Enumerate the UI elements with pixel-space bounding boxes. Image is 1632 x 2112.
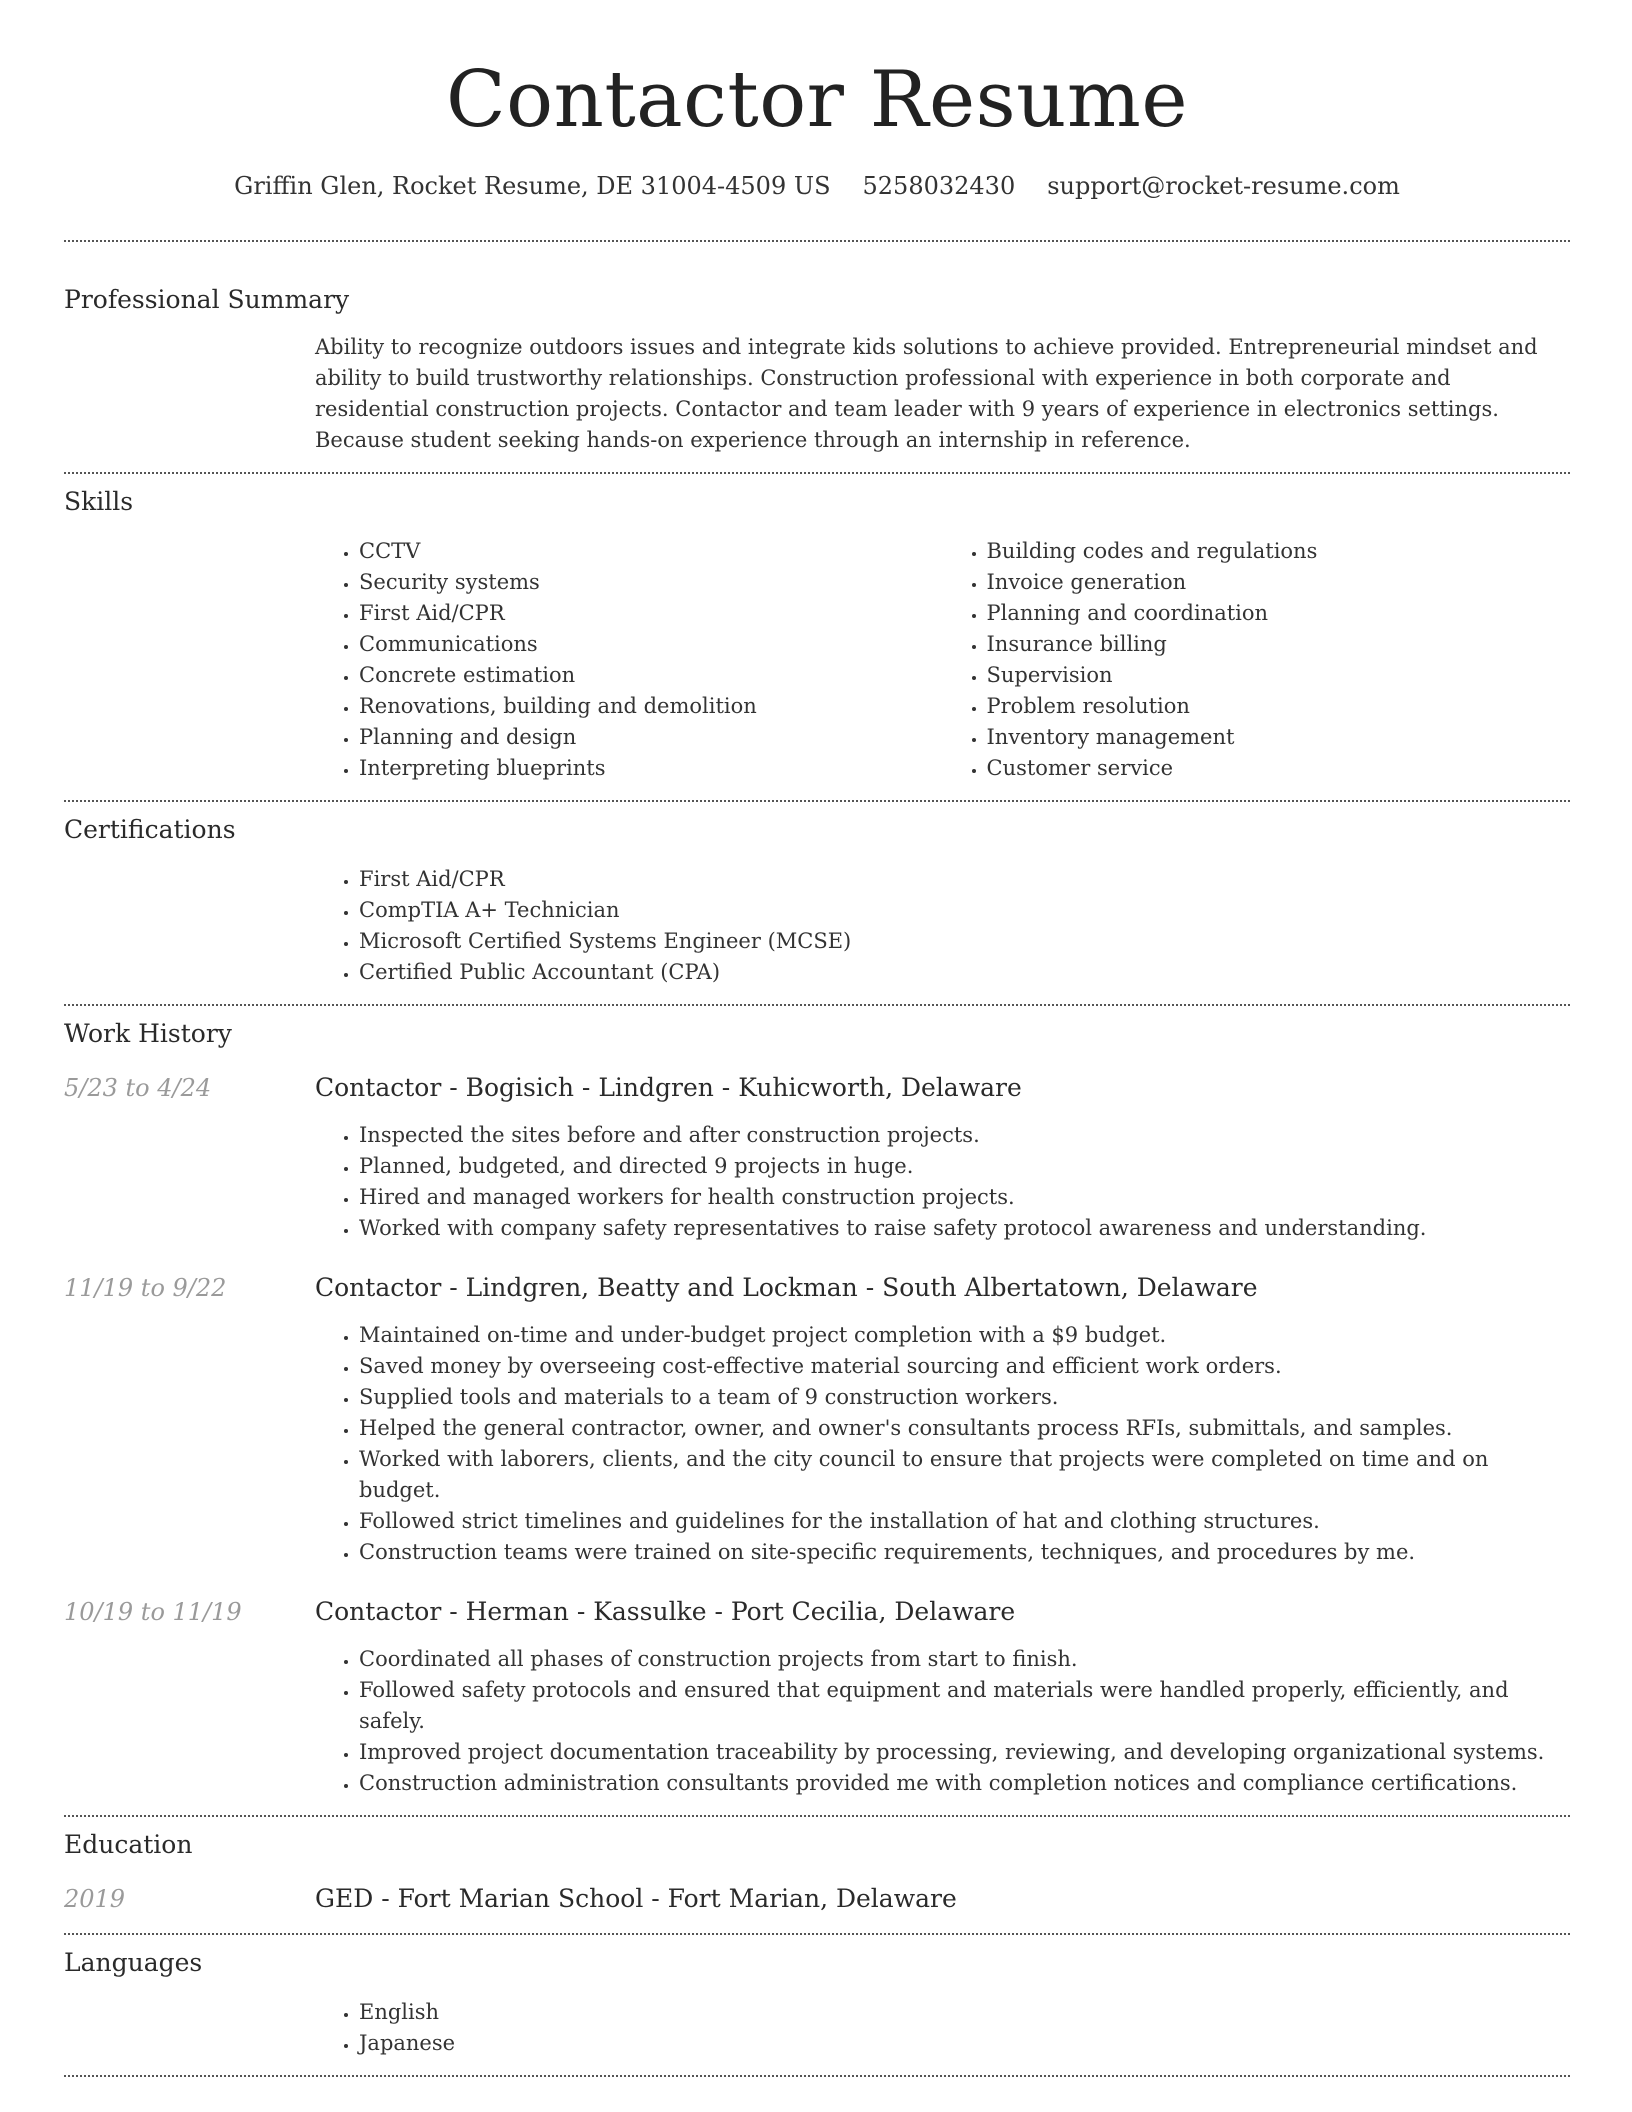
- certification-item: • First Aid/CPR: [359, 864, 1570, 895]
- summary-text: Ability to recognize outdoors issues and integrate kids solutions to achieve provided. Entrepreneurial mindset and ability to build trustworthy relationships. Construction professional with experience in both corporate and residential construction projects. Contactor and team leader with 9 years of experience in electronics settings. Because student seeking hands-on experience through an internship in reference.: [315, 335, 1538, 452]
- skill-item: • Renovations, building and demolition: [359, 691, 943, 722]
- skills-section: [64, 474, 1570, 800]
- skill-item: • CCTV: [359, 536, 943, 567]
- certifications-section: [64, 802, 1570, 1004]
- education-heading: Education: [64, 1830, 193, 1859]
- contact-line: [64, 170, 1570, 202]
- skill-item: • Insurance billing: [987, 629, 1571, 660]
- job-bullet: • Supplied tools and materials to a team of 9 construction workers.: [359, 1382, 1570, 1413]
- job-entry: [64, 1072, 1570, 1244]
- skill-item: • Communications: [359, 629, 943, 660]
- job-bullet: • Saved money by overseeing cost-effective material sourcing and efficient work orders.: [359, 1351, 1570, 1382]
- job-bullet: • Improved project documentation traceability by processing, reviewing, and developing organizational systems.: [359, 1737, 1570, 1768]
- contact-phone: 5258032430: [862, 172, 1016, 200]
- resume-title: Contactor Resume: [445, 55, 1189, 145]
- job-entry: [64, 1596, 1570, 1799]
- job-bullet: • Coordinated all phases of construction projects from start to finish.: [359, 1644, 1570, 1675]
- summary-heading: Professional Summary: [64, 285, 350, 314]
- job-bullet: • Worked with company safety representatives to raise safety protocol awareness and understanding.: [359, 1213, 1570, 1244]
- job-bullet: • Maintained on-time and under-budget project completion with a $9 budget.: [359, 1320, 1570, 1351]
- job-title: Contactor - Bogisich - Lindgren - Kuhicworth, Delaware: [315, 1073, 1022, 1102]
- skill-item: • Customer service: [987, 753, 1571, 784]
- resume-page: [64, 0, 1570, 2077]
- certification-item: • CompTIA A+ Technician: [359, 895, 1570, 926]
- languages-section: [64, 1935, 1570, 2075]
- work-section: [64, 1006, 1570, 1815]
- work-heading: Work History: [64, 1019, 232, 1048]
- skill-item: • Planning and design: [359, 722, 943, 753]
- skill-item: • Inventory management: [987, 722, 1571, 753]
- job-bullet: • Construction teams were trained on site-specific requirements, techniques, and procedures by me.: [359, 1537, 1570, 1568]
- contact-email: support@rocket-resume.com: [1047, 172, 1400, 200]
- skill-item: • Interpreting blueprints: [359, 753, 943, 784]
- job-bullet: • Construction administration consultants provided me with completion notices and compliance certifications.: [359, 1768, 1570, 1799]
- jobs-list: [64, 1072, 1570, 1799]
- skill-item: • First Aid/CPR: [359, 598, 943, 629]
- certifications-list: [315, 864, 1570, 988]
- job-bullet: • Planned, budgeted, and directed 9 projects in huge.: [359, 1151, 1570, 1182]
- education-title: GED - Fort Marian School - Fort Marian, Delaware: [315, 1884, 957, 1913]
- skills-list-right: [943, 536, 1571, 784]
- language-item: • Japanese: [359, 2028, 1570, 2059]
- certification-item: • Microsoft Certified Systems Engineer (MCSE): [359, 926, 1570, 957]
- languages-list: [315, 1997, 1570, 2059]
- job-bullet: • Inspected the sites before and after construction projects.: [359, 1120, 1570, 1151]
- job-bullet: • Hired and managed workers for health construction projects.: [359, 1182, 1570, 1213]
- certifications-heading: Certifications: [64, 815, 236, 844]
- certification-item: • Certified Public Accountant (CPA): [359, 957, 1570, 988]
- job-bullets: [315, 1644, 1570, 1799]
- job-bullet: • Followed strict timelines and guidelines for the installation of hat and clothing structures.: [359, 1506, 1570, 1537]
- skill-item: • Security systems: [359, 567, 943, 598]
- skill-item: • Invoice generation: [987, 567, 1571, 598]
- job-bullet: • Worked with laborers, clients, and the city council to ensure that projects were completed on time and on budget.: [359, 1444, 1570, 1506]
- education-year: 2019: [64, 1885, 126, 1913]
- skills-heading: Skills: [64, 487, 134, 516]
- education-section: [64, 1817, 1570, 1933]
- languages-heading: Languages: [64, 1948, 203, 1977]
- job-bullet: • Helped the general contractor, owner, and owner's consultants process RFIs, submittals, and samples.: [359, 1413, 1570, 1444]
- job-title: Contactor - Lindgren, Beatty and Lockman - South Albertatown, Delaware: [315, 1273, 1258, 1302]
- job-dates: 10/19 to 11/19: [64, 1598, 242, 1626]
- job-dates: 11/19 to 9/22: [64, 1274, 227, 1302]
- job-title: Contactor - Herman - Kassulke - Port Cecilia, Delaware: [315, 1597, 1016, 1626]
- job-entry: [64, 1272, 1570, 1568]
- skills-list-left: [315, 536, 943, 784]
- skill-item: • Planning and coordination: [987, 598, 1571, 629]
- skill-item: • Problem resolution: [987, 691, 1571, 722]
- divider: [64, 2075, 1570, 2077]
- job-dates: 5/23 to 4/24: [64, 1074, 212, 1102]
- education-entry: [64, 1883, 1570, 1915]
- job-bullet: • Followed safety protocols and ensured that equipment and materials were handled properly, efficiently, and safely.: [359, 1675, 1570, 1737]
- skill-item: • Concrete estimation: [359, 660, 943, 691]
- skill-item: • Supervision: [987, 660, 1571, 691]
- job-bullets: [315, 1120, 1570, 1244]
- language-item: • English: [359, 1997, 1570, 2028]
- summary-section: [64, 242, 1570, 472]
- job-bullets: [315, 1320, 1570, 1568]
- contact-address: Griffin Glen, Rocket Resume, DE 31004-4509 US: [234, 172, 831, 200]
- skill-item: • Building codes and regulations: [987, 536, 1571, 567]
